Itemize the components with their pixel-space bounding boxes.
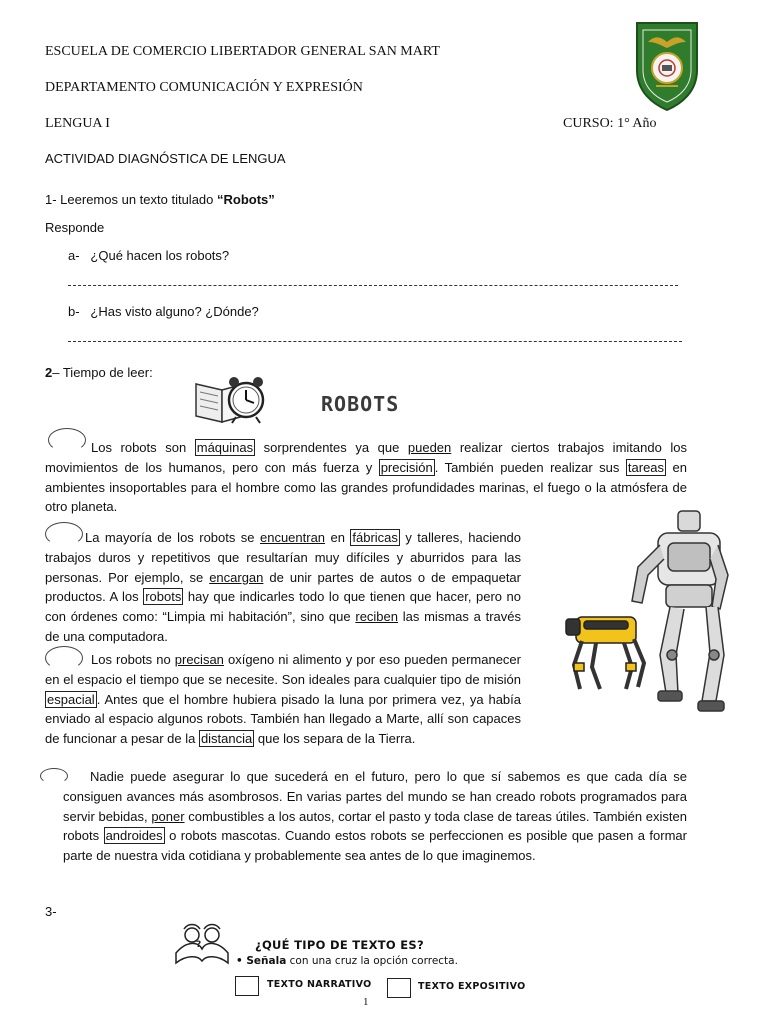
subject-name: LENGUA I bbox=[45, 116, 110, 131]
boxed-word: espacial bbox=[47, 691, 95, 707]
question-a: a- ¿Qué hacen los robots? bbox=[68, 248, 230, 263]
school-name: ESCUELA DE COMERCIO LIBERTADOR GENERAL SAN MART bbox=[45, 44, 440, 59]
department-name: DEPARTAMENTO COMUNICACIÓN Y EXPRESIÓN bbox=[45, 80, 363, 95]
page-number: 1 bbox=[363, 996, 369, 1008]
robots-illustration-icon bbox=[560, 505, 732, 727]
activity-title: ACTIVIDAD DIAGNÓSTICA DE LENGUA bbox=[45, 151, 286, 166]
section2-label: 2– Tiempo de leer: bbox=[45, 365, 153, 380]
section3-number: 3- bbox=[45, 904, 57, 919]
book-clock-icon bbox=[192, 372, 272, 424]
boxed-word: tareas bbox=[627, 459, 665, 475]
boxed-word: robots bbox=[145, 589, 182, 605]
underlined-word: precisan bbox=[174, 652, 224, 667]
boxed-word: distancia bbox=[200, 731, 253, 747]
paragraph-4: Nadie puede asegurar lo que sucederá en el futuro, pero lo que sí sabemos es que cada día se consiguen avances más asombrosos. En varias partes del mundo se han creado robots programados para servir bebidas, poner combustibles a los autos, cortar el pasto y toda clase de tareas útiles. También existen robots androides o robots mascotas. Cuando estos robots se perfeccionen es posible que pasen a formar parte de nuestra vida cotidiana y probablemente sea antes de lo que imaginemos. bbox=[63, 769, 687, 864]
text-type-instruction: • Señala con una cruz la opción correcta. bbox=[236, 955, 458, 967]
answer-line-a[interactable] bbox=[68, 285, 678, 286]
paragraph-2: La mayoría de los robots se encuentran en fábricas y talleres, haciendo trabajos duros y repetitivos que resultarían muy difíciles y aburridos para las personas. Por ejemplo, se encargan de unir partes de autos o de empaquetar productos. A los robots hay que indicarles todo lo que tienen que hacer, pero no con órdenes como: “Limpia mi habitación”, sino que reciben las mismas a través de una computadora. bbox=[45, 530, 522, 644]
answer-line-b[interactable] bbox=[68, 341, 682, 342]
option-narrative-label: TEXTO NARRATIVO bbox=[267, 979, 372, 990]
students-reading-icon bbox=[172, 923, 232, 969]
paragraph-1: Los robots son máquinas sorprendentes ya que pueden realizar ciertos trabajos imitando los movimientos de los humanos, pero con más fuerza y precisión . También pueden realizar sus tareas en ambientes insoportables para el hombre como las grandes profundidades marinas, el fuego o la atmósfera de otro planeta. bbox=[45, 440, 687, 515]
option-expository-label: TEXTO EXPOSITIVO bbox=[418, 981, 526, 992]
text-type-heading: ¿QUÉ TIPO DE TEXTO ES? bbox=[255, 938, 424, 952]
school-crest-icon bbox=[634, 20, 700, 112]
underlined-word: pueden bbox=[407, 440, 452, 455]
boxed-word: fábricas bbox=[352, 530, 398, 545]
boxed-word: precisión bbox=[380, 459, 433, 475]
checkbox-expository[interactable] bbox=[387, 978, 411, 998]
section1-intro: 1- Leeremos un texto titulado “Robots” bbox=[45, 192, 275, 207]
svg-text:?: ? bbox=[196, 940, 202, 950]
respond-label: Responde bbox=[45, 220, 105, 235]
boxed-word: máquinas bbox=[196, 440, 254, 455]
underlined-word: reciben bbox=[355, 609, 398, 625]
paragraph-3: Los robots no precisan oxígeno ni alimento y por eso pueden permanecer en el espacio el tiempo que se necesite. Son ideales para cualquier tipo de misión espacial . Antes que el hombre hubiera pisado la luna por primera vez, ya había enviado al espacio algunos robots. También han llegado a Marte, allí son capaces de funcionar a pesar de la distancia que los separa de la Tierra. bbox=[45, 652, 521, 747]
text-title: ROBOTS bbox=[321, 392, 400, 416]
underlined-word: poner bbox=[151, 808, 185, 824]
question-b: b- ¿Has visto alguno? ¿Dónde? bbox=[68, 304, 259, 319]
boxed-word: androides bbox=[105, 828, 163, 844]
underlined-word: encargan bbox=[209, 569, 264, 585]
checkbox-narrative[interactable] bbox=[235, 976, 259, 996]
underlined-word: encuentran bbox=[259, 530, 326, 545]
course-label: CURSO: 1° Año bbox=[563, 116, 657, 131]
